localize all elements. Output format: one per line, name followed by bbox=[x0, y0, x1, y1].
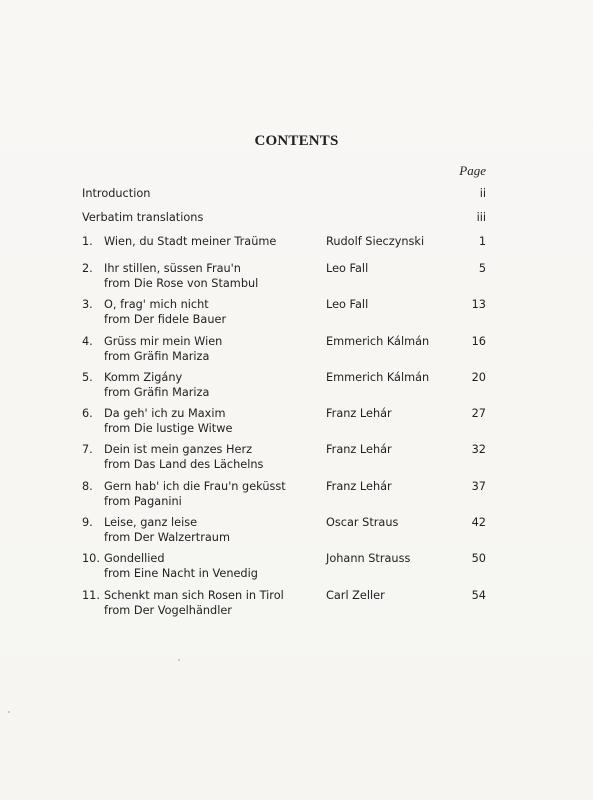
front-matter-row bbox=[82, 210, 488, 234]
item-number: 11. bbox=[82, 588, 100, 602]
song-name: Grüss mir mein Wien bbox=[104, 334, 223, 348]
page-column-label: Page bbox=[459, 163, 486, 178]
composer-name: Franz Lehár bbox=[326, 407, 392, 421]
page-number: 13 bbox=[471, 298, 486, 312]
page-number: 5 bbox=[478, 262, 486, 275]
page-number: 50 bbox=[471, 552, 486, 566]
page-number: 37 bbox=[471, 479, 486, 493]
page-title: CONTENTS bbox=[254, 133, 339, 149]
contents-row bbox=[82, 406, 488, 442]
contents-list bbox=[82, 186, 488, 624]
song-name: Gern hab' ich die Frau'n geküsst bbox=[104, 479, 286, 493]
song-title bbox=[104, 297, 324, 327]
page-number: 42 bbox=[471, 516, 486, 530]
item-number: 7. bbox=[82, 443, 93, 457]
composer-name: Johann Strauss bbox=[326, 552, 411, 566]
song-source: from Die lustige Witwe bbox=[104, 422, 233, 436]
contents-row bbox=[82, 551, 488, 587]
song-title bbox=[104, 370, 324, 400]
song-name: Ihr stillen, süssen Frau'n bbox=[104, 262, 241, 275]
item-number: 10. bbox=[82, 552, 100, 566]
front-matter-row bbox=[82, 186, 488, 210]
song-name: Gondellied bbox=[104, 552, 165, 566]
front-matter-title: Introduction bbox=[82, 187, 151, 200]
song-source: from Der fidele Bauer bbox=[104, 313, 227, 327]
front-matter-title: Verbatim translations bbox=[82, 211, 204, 224]
item-number: 6. bbox=[82, 407, 93, 421]
contents-row bbox=[82, 234, 488, 261]
contents-row bbox=[82, 515, 488, 551]
song-name: Schenkt man sich Rosen in Tirol bbox=[104, 588, 284, 602]
item-number: 9. bbox=[82, 516, 93, 530]
page-number: 1 bbox=[478, 235, 486, 248]
page-number: 20 bbox=[471, 370, 486, 384]
song-source: from Paganini bbox=[104, 494, 182, 508]
page-number: 32 bbox=[471, 443, 486, 457]
composer-name: Leo Fall bbox=[326, 262, 369, 275]
contents-row bbox=[82, 442, 488, 478]
song-title bbox=[104, 334, 324, 364]
song-title bbox=[104, 261, 324, 291]
page-number: 54 bbox=[471, 588, 486, 602]
composer-name: Leo Fall bbox=[326, 298, 369, 312]
contents-row bbox=[82, 479, 488, 515]
song-source: from Das Land des Lächelns bbox=[104, 458, 264, 472]
contents-row bbox=[82, 334, 488, 370]
item-number: 2. bbox=[82, 262, 93, 275]
item-number: 1. bbox=[82, 235, 93, 248]
composer-name: Franz Lehár bbox=[326, 479, 392, 493]
song-name: O, frag' mich nicht bbox=[104, 298, 209, 312]
item-number: 8. bbox=[82, 479, 93, 493]
song-name: Da geh' ich zu Maxim bbox=[104, 407, 226, 421]
contents-row bbox=[82, 297, 488, 333]
song-title bbox=[104, 551, 324, 581]
song-title bbox=[104, 406, 324, 436]
item-number: 5. bbox=[82, 370, 93, 384]
song-source: from Der Walzertraum bbox=[104, 531, 230, 545]
song-name: Wien, du Stadt meiner Traüme bbox=[104, 235, 277, 248]
composer-name: Rudolf Sieczynski bbox=[326, 235, 425, 248]
contents-row bbox=[82, 588, 488, 624]
song-name: Leise, ganz leise bbox=[104, 516, 198, 530]
page-number: 27 bbox=[471, 407, 486, 421]
contents-row bbox=[82, 261, 488, 297]
composer-name: Franz Lehár bbox=[326, 443, 392, 457]
song-title bbox=[104, 442, 324, 472]
item-number: 4. bbox=[82, 334, 93, 348]
song-source: from Die Rose von Stambul bbox=[104, 277, 259, 290]
contents-row bbox=[82, 370, 488, 406]
page-number: 16 bbox=[471, 334, 486, 348]
composer-name: Oscar Straus bbox=[326, 516, 399, 530]
paper-speck bbox=[178, 659, 180, 661]
song-title bbox=[104, 515, 324, 545]
song-name: Dein ist mein ganzes Herz bbox=[104, 443, 253, 457]
front-matter-page: ii bbox=[479, 187, 486, 200]
song-title bbox=[104, 234, 324, 249]
song-title bbox=[104, 588, 324, 618]
composer-name: Carl Zeller bbox=[326, 588, 385, 602]
song-source: from Gräfin Mariza bbox=[104, 349, 210, 363]
song-title bbox=[104, 479, 324, 509]
item-number: 3. bbox=[82, 298, 93, 312]
song-source: from Der Vogelhändler bbox=[104, 603, 232, 617]
song-source: from Eine Nacht in Venedig bbox=[104, 567, 258, 581]
front-matter-page: iii bbox=[476, 211, 486, 224]
composer-name: Emmerich Kálmán bbox=[326, 370, 430, 384]
composer-name: Emmerich Kálmán bbox=[326, 334, 430, 348]
song-source: from Gräfin Mariza bbox=[104, 385, 210, 399]
paper-speck bbox=[8, 711, 10, 713]
song-name: Komm Zigány bbox=[104, 370, 183, 384]
